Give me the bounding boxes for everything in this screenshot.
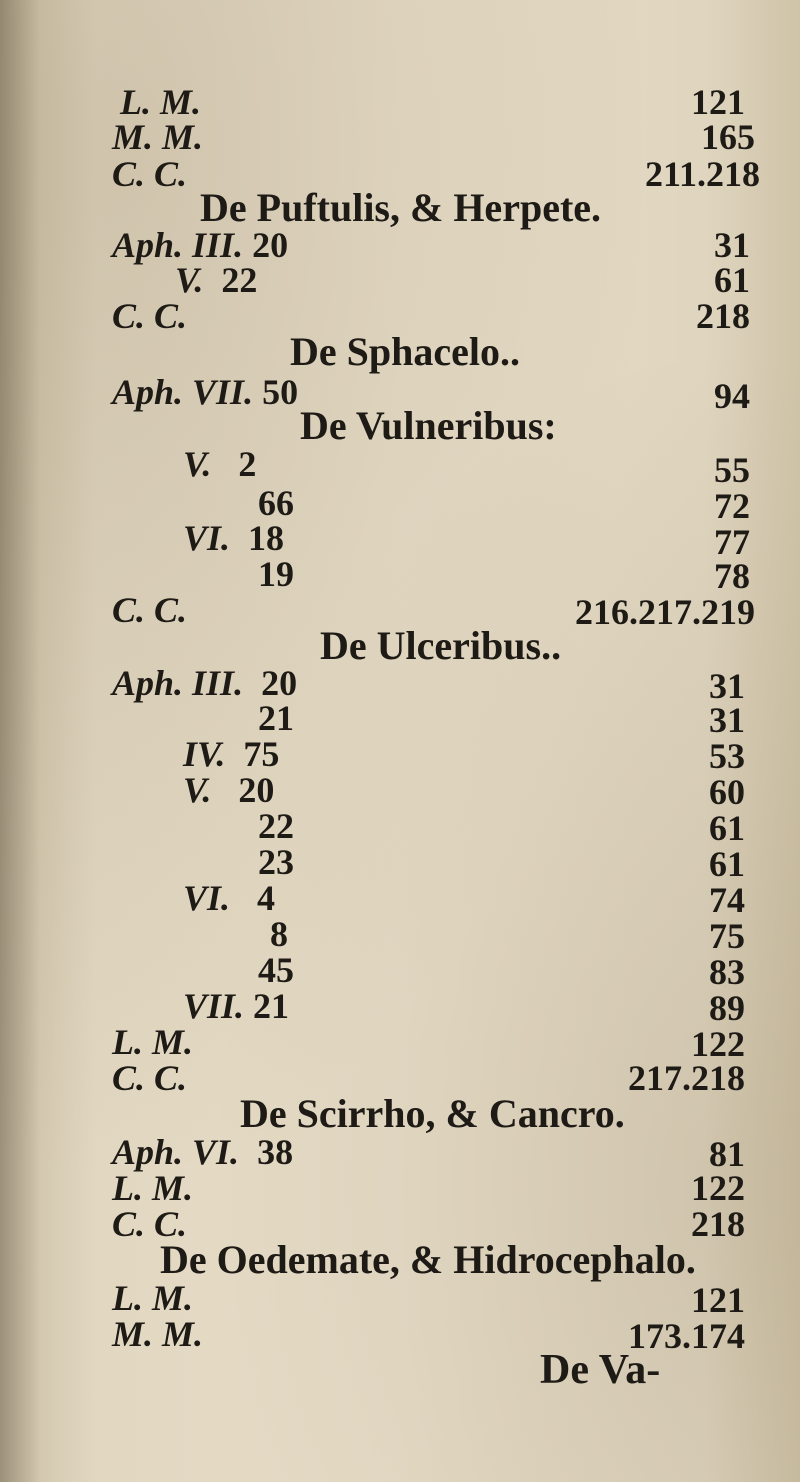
page-ref: 173.174 [628, 1316, 745, 1356]
page-ref: 217.218 [628, 1058, 745, 1098]
entry-ref: IV. 75 [183, 734, 280, 774]
section-heading: De Oedemate, & Hidrocephalo. [160, 1237, 696, 1282]
entry-ref: VII. 21 [183, 986, 290, 1026]
page-ref: 75 [709, 916, 745, 956]
entry-ref: VI. 18 [183, 518, 285, 558]
page-ref: 218 [696, 296, 750, 336]
section-heading: De Scirrho, & Cancro. [240, 1091, 625, 1136]
entry-ref: VI. 4 [183, 878, 276, 918]
catchword: De Va- [540, 1347, 661, 1393]
page-ref: 61 [714, 260, 750, 300]
entry-ref: Aph. VII. 50 [112, 372, 299, 412]
page-ref: 94 [714, 376, 750, 416]
entry-ref: 22 [258, 806, 294, 846]
entry-ref: M. M. [112, 1314, 204, 1354]
entry-ref: Aph. III. 20 [112, 225, 289, 265]
page-ref: 31 [709, 666, 745, 706]
section-heading: De Sphacelo.. [290, 329, 520, 374]
entry-ref: V. 2 [183, 444, 257, 484]
entry-ref: L. M. [112, 1022, 193, 1062]
page-ref: 218 [691, 1204, 745, 1244]
page-ref: 60 [709, 772, 745, 812]
section-heading: De Ulceribus.. [320, 623, 562, 668]
page-ref: 122 [691, 1024, 745, 1064]
page-shadow [0, 0, 40, 1482]
page-ref: 211.218 [644, 154, 760, 194]
page-ref: 81 [709, 1134, 745, 1174]
entry-ref: M. M. [112, 117, 204, 157]
page-ref: 74 [709, 880, 745, 920]
entry-ref: C. C. [112, 590, 188, 630]
page-ref: 165 [701, 117, 755, 157]
page-ref: 77 [714, 522, 750, 562]
entry-ref: V. 20 [183, 770, 275, 810]
entry-ref: 19 [258, 554, 294, 594]
page-ref: 121 [691, 1280, 745, 1320]
page-ref: 121 [691, 82, 745, 122]
page-ref: 89 [709, 988, 745, 1028]
entry-ref: C. C. [112, 296, 188, 336]
entry-ref: L. M. [112, 1278, 193, 1318]
page-ref: 83 [709, 952, 745, 992]
entry-ref: L. M. [120, 82, 201, 122]
page-ref: 216.217.219 [575, 592, 755, 632]
page-ref: 55 [714, 450, 750, 490]
entry-ref: Aph. VI. 38 [112, 1132, 294, 1172]
page-ref: 31 [709, 700, 745, 740]
entry-ref: C. C. [112, 1204, 188, 1244]
entry-ref: C. C. [112, 154, 188, 194]
page-ref: 61 [709, 844, 745, 884]
entry-ref: V. 22 [175, 260, 258, 300]
entry-ref: 21 [258, 698, 294, 738]
entry-ref: C. C. [112, 1058, 188, 1098]
page-ref: 78 [714, 556, 750, 596]
entry-ref: 45 [258, 950, 294, 990]
page-ref: 72 [714, 486, 750, 526]
entry-ref: 66 [258, 483, 294, 523]
page-ref: 31 [714, 225, 750, 265]
entry-ref: L. M. [112, 1168, 193, 1208]
entry-ref: 23 [258, 842, 294, 882]
entry-ref: 8 [270, 914, 288, 954]
entry-ref: Aph. III. 20 [112, 663, 298, 703]
section-heading: De Vulneribus: [300, 403, 557, 448]
page-ref: 61 [709, 808, 745, 848]
section-heading: De Puftulis, & Herpete. [200, 185, 602, 230]
page-ref: 53 [709, 736, 745, 776]
page-ref: 122 [691, 1168, 745, 1208]
